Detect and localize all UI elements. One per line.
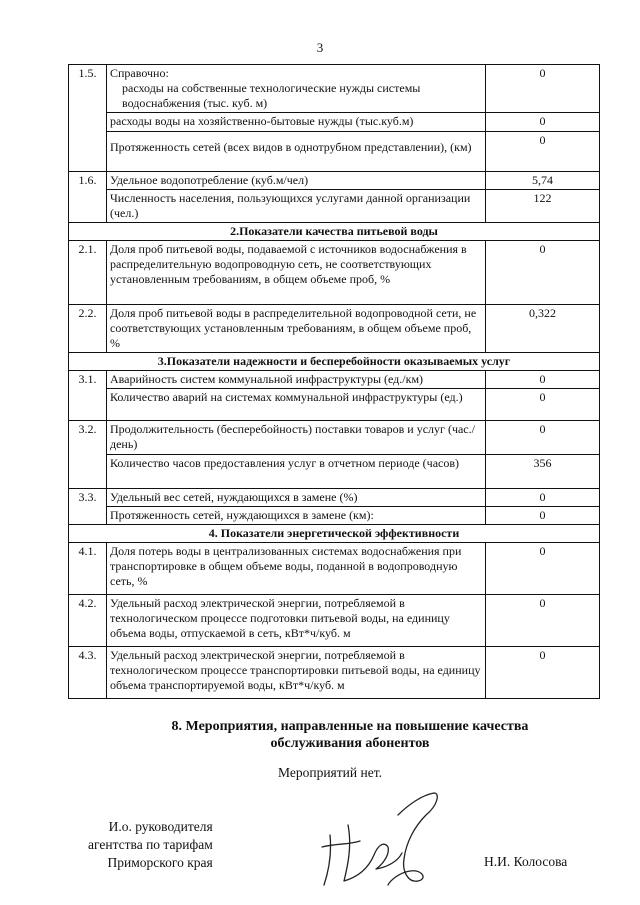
row-number: 2.2.: [69, 305, 107, 353]
row-label: Количество аварий на системах коммунальной инфраструктуры (ед.): [107, 389, 486, 421]
row-number: 1.5.: [69, 65, 107, 172]
signer-line-1: И.о. руководителя: [108, 819, 213, 834]
row-value: 0: [486, 421, 600, 455]
row-value: 0: [486, 595, 600, 647]
row-number: 1.6.: [69, 172, 107, 223]
row-value: 0: [486, 489, 600, 507]
section-title: 4. Показатели энергетической эффективности: [69, 525, 600, 543]
row-label-text: расходы на собственные технологические нужды системы водоснабжения (тыс. куб. м): [122, 81, 421, 110]
row-number: 4.1.: [69, 543, 107, 595]
table-row: [69, 647, 600, 699]
row-label: Доля проб питьевой воды, подаваемой с источников водоснабжения в распределительную водопроводную сеть, не соответствующих установленным требованиям, в общем объеме проб, %: [107, 241, 486, 305]
section-8-line-2: обслуживания абонентов: [270, 736, 430, 751]
row-value: 0: [486, 132, 600, 172]
row-number: 3.1.: [69, 371, 107, 421]
section-header: [69, 525, 600, 543]
table-row: [69, 455, 600, 489]
table-row: [69, 65, 600, 113]
table-row: [69, 543, 600, 595]
row-number: 3.2.: [69, 421, 107, 489]
row-label: Доля потерь воды в централизованных системах водоснабжения при транспортировке в общем объеме воды, поданной в водопроводную сеть, %: [107, 543, 486, 595]
section-header: [69, 353, 600, 371]
row-label: Удельный вес сетей, нуждающихся в замене (%): [107, 489, 486, 507]
table-row: [69, 190, 600, 223]
row-value: 0: [486, 371, 600, 389]
row-label: Численность населения, пользующихся услугами данной организации (чел.): [107, 190, 486, 223]
table-row: [69, 371, 600, 389]
row-value: 0,322: [486, 305, 600, 353]
table-row: [69, 132, 600, 172]
row-value: 5,74: [486, 172, 600, 190]
row-number: 4.3.: [69, 647, 107, 699]
row-label: Продолжительность (бесперебойность) поставки товаров и услуг (час./день): [107, 421, 486, 455]
row-label: Удельное водопотребление (куб.м/чел): [107, 172, 486, 190]
row-value: 0: [486, 647, 600, 699]
section-8-heading: [0, 718, 640, 752]
row-value: 0: [486, 507, 600, 525]
row-label: Аварийность систем коммунальной инфраструктуры (ед./км): [107, 371, 486, 389]
signer-position: [88, 818, 213, 872]
row-value: 0: [486, 241, 600, 305]
table-row: [69, 172, 600, 190]
row-label: Количество часов предоставления услуг в отчетном периоде (часов): [107, 455, 486, 489]
row-value: 0: [486, 543, 600, 595]
row-label: Удельный расход электрической энергии, потребляемой в технологическом процессе подготовки питьевой воды, на единицу объема воды, отпускаемой в сеть, кВт*ч/куб. м: [107, 595, 486, 647]
row-value: 122: [486, 190, 600, 223]
row-value: 0: [486, 389, 600, 421]
row-value: 356: [486, 455, 600, 489]
section-title: 3.Показатели надежности и бесперебойности оказываемых услуг: [69, 353, 600, 371]
indicators-table: [68, 64, 600, 699]
row-label: Удельный расход электрической энергии, потребляемой в технологическом процессе транспортировки питьевой воды, на единицу объема транспортируемой воды, кВт*ч/куб. м: [107, 647, 486, 699]
row-label: [107, 65, 486, 113]
row-label: расходы воды на хозяйственно-бытовые нужды (тыс.куб.м): [107, 113, 486, 132]
row-label: Протяженность сетей, нуждающихся в замене (км):: [107, 507, 486, 525]
no-measures-text: Мероприятий нет.: [278, 765, 382, 780]
row-number: 3.3.: [69, 489, 107, 525]
page-number: 3: [316, 40, 324, 55]
row-label: Протяженность сетей (всех видов в однотрубном представлении), (км): [107, 132, 486, 172]
table-row: [69, 507, 600, 525]
row-number: 2.1.: [69, 241, 107, 305]
table-row: [69, 389, 600, 421]
row-label-heading: Справочно:: [110, 66, 169, 80]
table-row: [69, 489, 600, 507]
handwritten-signature: [318, 785, 448, 895]
signer-line-2: агентства по тарифам: [88, 837, 213, 852]
section-8-line-1: 8. Мероприятия, направленные на повышение качества: [171, 719, 529, 734]
table-row: [69, 421, 600, 455]
signer-name: Н.И. Колосова: [484, 854, 568, 869]
table-row: [69, 113, 600, 132]
signer-line-3: Приморского края: [107, 855, 213, 870]
table-row: [69, 595, 600, 647]
row-value: 0: [486, 113, 600, 132]
row-value: 0: [486, 65, 600, 113]
row-label: Доля проб питьевой воды в распределительной водопроводной сети, не соответствующих установленным требованиям, в общем объеме проб, %: [107, 305, 486, 353]
section-header: [69, 223, 600, 241]
section-title: 2.Показатели качества питьевой воды: [69, 223, 600, 241]
table-row: [69, 305, 600, 353]
table-row: [69, 241, 600, 305]
row-number: 4.2.: [69, 595, 107, 647]
